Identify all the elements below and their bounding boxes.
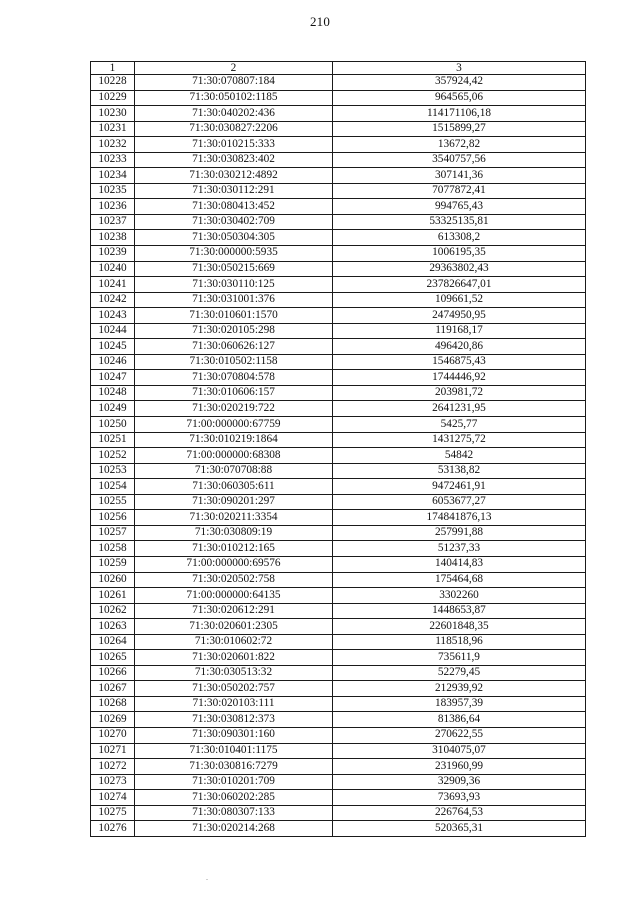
value-cell: 3540757,56	[333, 152, 586, 168]
table-row	[91, 417, 586, 433]
cadastral-number-cell: 71:30:050215:669	[135, 261, 333, 277]
row-number-cell: 10231	[91, 121, 135, 137]
value-cell: 257991,88	[333, 525, 586, 541]
cadastral-number-cell: 71:30:020502:758	[135, 572, 333, 588]
value-cell: 53325135,81	[333, 214, 586, 230]
cadastral-number-cell: 71:30:060305:611	[135, 479, 333, 495]
table-row	[91, 323, 586, 339]
value-cell: 1006195,35	[333, 246, 586, 262]
value-cell: 140414,83	[333, 556, 586, 572]
value-cell: 175464,68	[333, 572, 586, 588]
value-cell: 22601848,35	[333, 619, 586, 635]
value-cell: 119168,17	[333, 323, 586, 339]
table-row	[91, 339, 586, 355]
cadastral-number-cell: 71:30:010606:157	[135, 385, 333, 401]
value-cell: 226764,53	[333, 805, 586, 821]
row-number-cell: 10246	[91, 354, 135, 370]
value-cell: 29363802,43	[333, 261, 586, 277]
row-number-cell: 10275	[91, 805, 135, 821]
table-row	[91, 292, 586, 308]
value-cell: 1515899,27	[333, 121, 586, 137]
value-cell: 1448653,87	[333, 603, 586, 619]
table-row	[91, 603, 586, 619]
table-row	[91, 525, 586, 541]
table-row	[91, 479, 586, 495]
value-cell: 183957,39	[333, 696, 586, 712]
table-row	[91, 214, 586, 230]
table-row	[91, 463, 586, 479]
row-number-cell: 10239	[91, 246, 135, 262]
table-row	[91, 696, 586, 712]
cadastral-number-cell: 71:30:030809:19	[135, 525, 333, 541]
cadastral-number-cell: 71:30:020211:3354	[135, 510, 333, 526]
table-row	[91, 432, 586, 448]
row-number-cell: 10262	[91, 603, 135, 619]
value-cell: 735611,9	[333, 650, 586, 666]
row-number-cell: 10233	[91, 152, 135, 168]
table-row	[91, 230, 586, 246]
row-number-cell: 10250	[91, 417, 135, 433]
table-row	[91, 183, 586, 199]
scan-speck	[206, 879, 208, 880]
row-number-cell: 10267	[91, 681, 135, 697]
row-number-cell: 10232	[91, 137, 135, 153]
table-row	[91, 790, 586, 806]
table-row	[91, 634, 586, 650]
cadastral-number-cell: 71:30:030402:709	[135, 214, 333, 230]
table-row	[91, 650, 586, 666]
row-number-cell: 10272	[91, 759, 135, 775]
table-row	[91, 121, 586, 137]
cadastral-number-cell: 71:30:020219:722	[135, 401, 333, 417]
data-table-container	[90, 61, 586, 837]
table-header-row	[91, 62, 586, 75]
table-row	[91, 168, 586, 184]
row-number-cell: 10253	[91, 463, 135, 479]
value-cell: 496420,86	[333, 339, 586, 355]
table-row	[91, 246, 586, 262]
table-row	[91, 805, 586, 821]
row-number-cell: 10244	[91, 323, 135, 339]
table-row	[91, 712, 586, 728]
value-cell: 118518,96	[333, 634, 586, 650]
table-row	[91, 572, 586, 588]
value-cell: 51237,33	[333, 541, 586, 557]
value-cell: 9472461,91	[333, 479, 586, 495]
row-number-cell: 10273	[91, 774, 135, 790]
row-number-cell: 10274	[91, 790, 135, 806]
value-cell: 6053677,27	[333, 494, 586, 510]
cadastral-number-cell: 71:30:020214:268	[135, 821, 333, 837]
value-cell: 81386,64	[333, 712, 586, 728]
table-row	[91, 727, 586, 743]
cadastral-number-cell: 71:30:060202:285	[135, 790, 333, 806]
cadastral-number-cell: 71:30:020601:2305	[135, 619, 333, 635]
cadastral-number-cell: 71:30:020105:298	[135, 323, 333, 339]
row-number-cell: 10234	[91, 168, 135, 184]
column-header-1: 1	[91, 62, 135, 75]
table-row	[91, 681, 586, 697]
row-number-cell: 10228	[91, 75, 135, 91]
row-number-cell: 10247	[91, 370, 135, 386]
row-number-cell: 10264	[91, 634, 135, 650]
cadastral-number-cell: 71:30:010212:165	[135, 541, 333, 557]
row-number-cell: 10240	[91, 261, 135, 277]
row-number-cell: 10235	[91, 183, 135, 199]
cadastral-number-cell: 71:00:000000:69576	[135, 556, 333, 572]
value-cell: 1546875,43	[333, 354, 586, 370]
cadastral-number-cell: 71:30:010602:72	[135, 634, 333, 650]
cadastral-number-cell: 71:30:031001:376	[135, 292, 333, 308]
row-number-cell: 10257	[91, 525, 135, 541]
cadastral-number-cell: 71:30:070708:88	[135, 463, 333, 479]
value-cell: 270622,55	[333, 727, 586, 743]
row-number-cell: 10252	[91, 448, 135, 464]
table-row	[91, 199, 586, 215]
value-cell: 1744446,92	[333, 370, 586, 386]
cadastral-number-cell: 71:00:000000:67759	[135, 417, 333, 433]
value-cell: 2641231,95	[333, 401, 586, 417]
value-cell: 53138,82	[333, 463, 586, 479]
cadastral-number-cell: 71:00:000000:68308	[135, 448, 333, 464]
value-cell: 994765,43	[333, 199, 586, 215]
row-number-cell: 10248	[91, 385, 135, 401]
value-cell: 613308,2	[333, 230, 586, 246]
table-row	[91, 75, 586, 91]
row-number-cell: 10245	[91, 339, 135, 355]
table-row	[91, 556, 586, 572]
value-cell: 174841876,13	[333, 510, 586, 526]
table-row	[91, 401, 586, 417]
table-body	[91, 62, 586, 837]
row-number-cell: 10271	[91, 743, 135, 759]
cadastral-number-cell: 71:30:040202:436	[135, 106, 333, 122]
value-cell: 520365,31	[333, 821, 586, 837]
cadastral-number-cell: 71:30:010401:1175	[135, 743, 333, 759]
table-row	[91, 588, 586, 604]
row-number-cell: 10276	[91, 821, 135, 837]
cadastral-number-cell: 71:30:030513:32	[135, 665, 333, 681]
cadastral-number-cell: 71:30:060626:127	[135, 339, 333, 355]
row-number-cell: 10243	[91, 308, 135, 324]
column-header-2: 2	[135, 62, 333, 75]
table-row	[91, 494, 586, 510]
value-cell: 2474950,95	[333, 308, 586, 324]
row-number-cell: 10270	[91, 727, 135, 743]
cadastral-number-cell: 71:30:050202:757	[135, 681, 333, 697]
table-row	[91, 759, 586, 775]
cadastral-number-cell: 71:30:070807:184	[135, 75, 333, 91]
table-row	[91, 308, 586, 324]
table-row	[91, 354, 586, 370]
value-cell: 3104075,07	[333, 743, 586, 759]
cadastral-number-cell: 71:30:080307:133	[135, 805, 333, 821]
cadastral-number-cell: 71:30:010201:709	[135, 774, 333, 790]
cadastral-number-cell: 71:00:000000:64135	[135, 588, 333, 604]
table-row	[91, 261, 586, 277]
data-table	[90, 61, 586, 837]
row-number-cell: 10268	[91, 696, 135, 712]
table-row	[91, 90, 586, 106]
value-cell: 13672,82	[333, 137, 586, 153]
row-number-cell: 10236	[91, 199, 135, 215]
cadastral-number-cell: 71:30:010215:333	[135, 137, 333, 153]
value-cell: 32909,36	[333, 774, 586, 790]
value-cell: 3302260	[333, 588, 586, 604]
value-cell: 109661,52	[333, 292, 586, 308]
cadastral-number-cell: 71:30:090201:297	[135, 494, 333, 510]
row-number-cell: 10269	[91, 712, 135, 728]
value-cell: 73693,93	[333, 790, 586, 806]
cadastral-number-cell: 71:30:030112:291	[135, 183, 333, 199]
value-cell: 212939,92	[333, 681, 586, 697]
table-row	[91, 152, 586, 168]
cadastral-number-cell: 71:30:030816:7279	[135, 759, 333, 775]
row-number-cell: 10251	[91, 432, 135, 448]
value-cell: 114171106,18	[333, 106, 586, 122]
row-number-cell: 10265	[91, 650, 135, 666]
row-number-cell: 10254	[91, 479, 135, 495]
cadastral-number-cell: 71:30:030212:4892	[135, 168, 333, 184]
row-number-cell: 10238	[91, 230, 135, 246]
value-cell: 203981,72	[333, 385, 586, 401]
table-row	[91, 106, 586, 122]
row-number-cell: 10260	[91, 572, 135, 588]
table-row	[91, 665, 586, 681]
cadastral-number-cell: 71:30:010502:1158	[135, 354, 333, 370]
table-row	[91, 541, 586, 557]
row-number-cell: 10258	[91, 541, 135, 557]
row-number-cell: 10249	[91, 401, 135, 417]
table-row	[91, 743, 586, 759]
row-number-cell: 10241	[91, 277, 135, 293]
value-cell: 237826647,01	[333, 277, 586, 293]
table-row	[91, 619, 586, 635]
cadastral-number-cell: 71:30:010219:1864	[135, 432, 333, 448]
cadastral-number-cell: 71:30:020601:822	[135, 650, 333, 666]
cadastral-number-cell: 71:30:030110:125	[135, 277, 333, 293]
row-number-cell: 10230	[91, 106, 135, 122]
row-number-cell: 10256	[91, 510, 135, 526]
value-cell: 307141,36	[333, 168, 586, 184]
value-cell: 5425,77	[333, 417, 586, 433]
column-header-3: 3	[333, 62, 586, 75]
cadastral-number-cell: 71:30:080413:452	[135, 199, 333, 215]
cadastral-number-cell: 71:30:020612:291	[135, 603, 333, 619]
value-cell: 7077872,41	[333, 183, 586, 199]
table-row	[91, 137, 586, 153]
cadastral-number-cell: 71:30:020103:111	[135, 696, 333, 712]
cadastral-number-cell: 71:30:030823:402	[135, 152, 333, 168]
value-cell: 231960,99	[333, 759, 586, 775]
row-number-cell: 10242	[91, 292, 135, 308]
table-row	[91, 821, 586, 837]
row-number-cell: 10255	[91, 494, 135, 510]
row-number-cell: 10237	[91, 214, 135, 230]
page-number: 210	[309, 14, 331, 29]
row-number-cell: 10259	[91, 556, 135, 572]
value-cell: 357924,42	[333, 75, 586, 91]
row-number-cell: 10263	[91, 619, 135, 635]
cadastral-number-cell: 71:30:050304:305	[135, 230, 333, 246]
value-cell: 1431275,72	[333, 432, 586, 448]
value-cell: 52279,45	[333, 665, 586, 681]
table-row	[91, 277, 586, 293]
cadastral-number-cell: 71:30:090301:160	[135, 727, 333, 743]
row-number-cell: 10229	[91, 90, 135, 106]
table-row	[91, 774, 586, 790]
table-row	[91, 510, 586, 526]
cadastral-number-cell: 71:30:050102:1185	[135, 90, 333, 106]
table-row	[91, 448, 586, 464]
table-row	[91, 370, 586, 386]
cadastral-number-cell: 71:30:030827:2206	[135, 121, 333, 137]
row-number-cell: 10266	[91, 665, 135, 681]
cadastral-number-cell: 71:30:030812:373	[135, 712, 333, 728]
cadastral-number-cell: 71:30:070804:578	[135, 370, 333, 386]
cadastral-number-cell: 71:30:000000:5935	[135, 246, 333, 262]
cadastral-number-cell: 71:30:010601:1570	[135, 308, 333, 324]
value-cell: 964565,06	[333, 90, 586, 106]
table-row	[91, 385, 586, 401]
row-number-cell: 10261	[91, 588, 135, 604]
value-cell: 54842	[333, 448, 586, 464]
